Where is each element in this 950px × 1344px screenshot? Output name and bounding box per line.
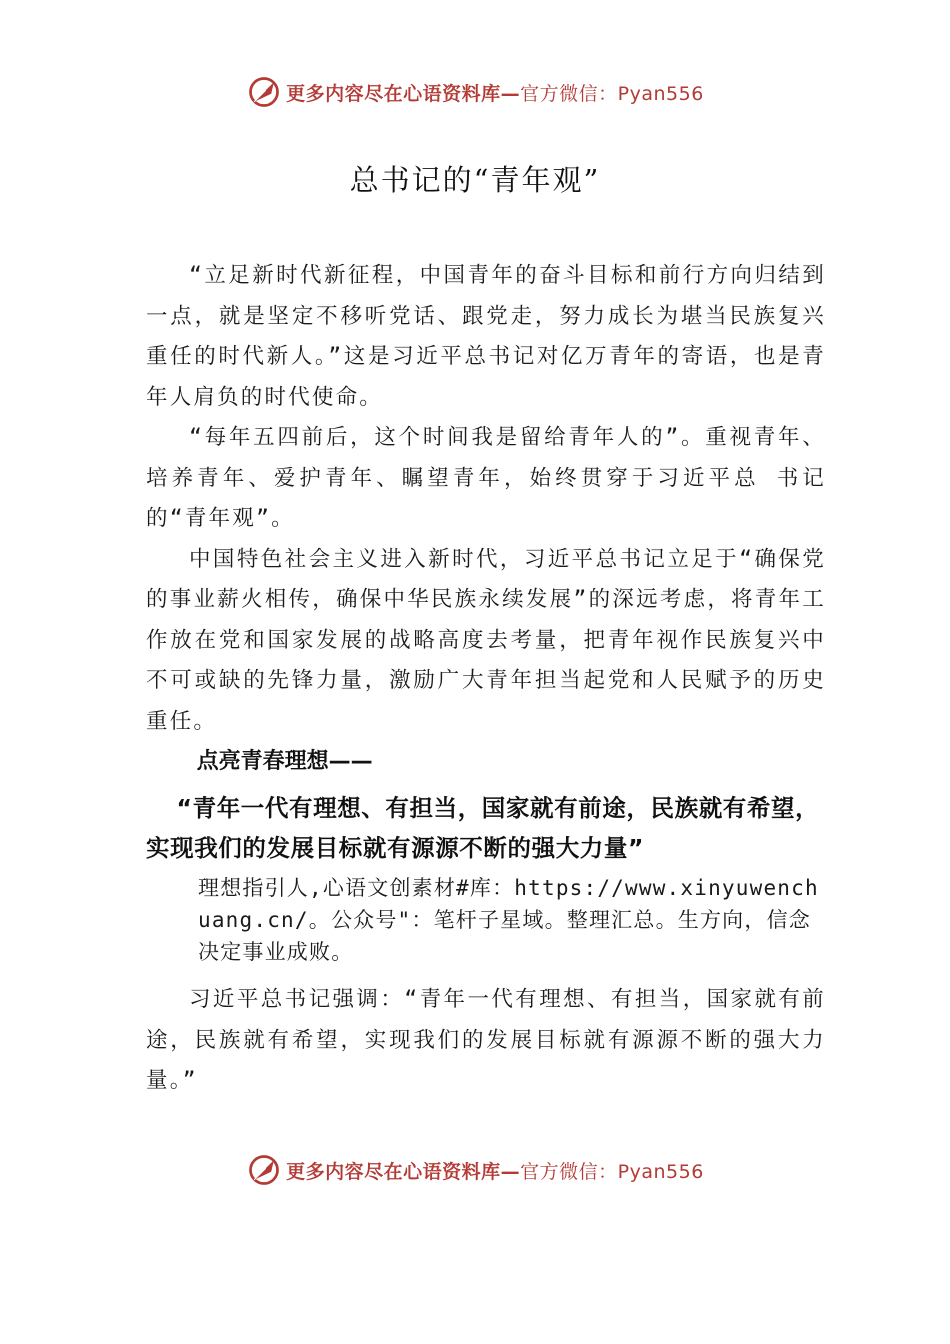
banner-text: 更多内容尽在心语资料库—官方微信：Pyan556 [286,1160,704,1183]
page-title: 总书记的“青年观” [349,163,601,197]
paragraph-3: 中国特色社会主义进入新时代，习近平总书记立足于“确保党的事业薪火相传，确保中华民族永续发展”的深远考虑，将青年工作放在党和国家发展的战略高度去考量，把青年视作民族复兴中不可或缺的先锋力量，激励广大青年担当起党和人民赋予的历史重任。 [146,546,826,734]
section-quote: “青年一代有理想、有担当，国家就有前途，民族就有希望，实现我们的发展目标就有源源不断的强大力量” [146,794,820,862]
section-heading: 点亮青春理想—— [196,749,373,774]
header-banner [0,72,950,112]
document-body [146,256,826,1102]
inserted-note: 理想指引人,心语文创素材#库：https://www.xinyuwenchuang.cn/。公众号"：笔杆子星域。整理汇总。生方向，信念决定事业成败。 [198,876,819,964]
quill-pen-logo-icon [246,74,282,110]
quill-pen-logo-icon [246,1152,282,1188]
footer-banner [0,1150,950,1190]
paragraph-2: “每年五四前后，这个时间我是留给青年人的”。重视青年、培养青年、爱护青年、瞩望青年，始终贯穿于习近平总 书记的“青年观”。 [146,425,826,531]
paragraph-1: “立足新时代新征程，中国青年的奋斗目标和前行方向归结到一点，就是坚定不移听党话、跟党走，努力成长为堪当民族复兴重任的时代新人。”这是习近平总书记对亿万青年的寄语，也是青年人肩负的时代使命。 [146,263,826,410]
paragraph-4: 习近平总书记强调：“青年一代有理想、有担当，国家就有前途，民族就有希望，实现我们的发展目标就有源源不断的强大力量。” [146,987,826,1093]
banner-text: 更多内容尽在心语资料库—官方微信：Pyan556 [286,82,704,105]
